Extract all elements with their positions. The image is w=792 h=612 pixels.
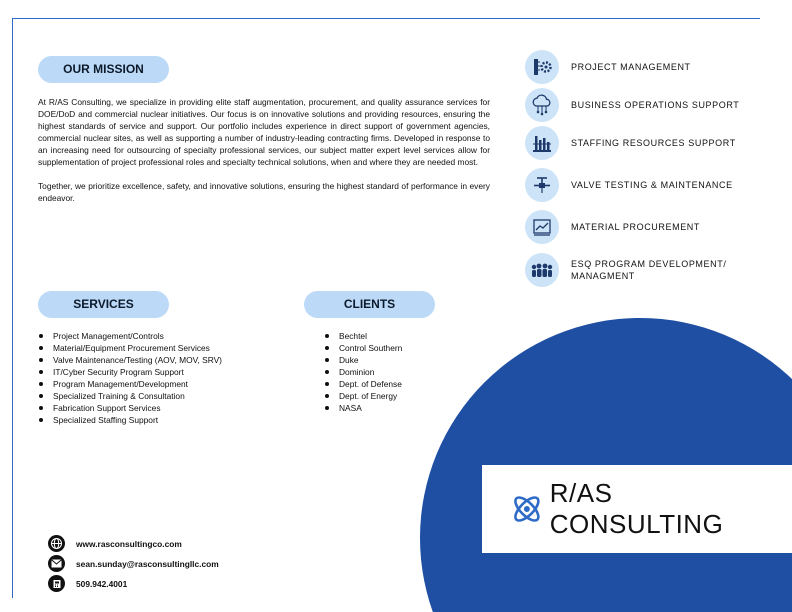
- mission-heading: OUR MISSION: [38, 56, 169, 83]
- contact-phone[interactable]: [48, 575, 127, 592]
- chart-document-icon: [525, 210, 559, 244]
- service-label: ESQ PROGRAM DEVELOPMENT/ MANAGMENT: [571, 259, 727, 281]
- clients-item: Dept. of Defense: [324, 378, 402, 390]
- mission-paragraph-2: Together, we prioritize excellence, safety, and innovative solutions, ensuring the highest standard of performance in every endeavor.: [38, 181, 490, 203]
- services-item: Material/Equipment Procurement Services: [38, 342, 222, 354]
- clients-item: Duke: [324, 354, 402, 366]
- service-staffing-resources: [525, 126, 751, 160]
- phone-number[interactable]: 509.942.4001: [76, 578, 128, 589]
- clients-heading: CLIENTS: [304, 291, 435, 318]
- service-business-operations: [525, 88, 751, 122]
- services-item: IT/Cyber Security Program Support: [38, 366, 222, 378]
- services-item: Specialized Training & Consultation: [38, 390, 222, 402]
- website-link[interactable]: www.rasconsultingco.com: [76, 538, 182, 549]
- contact-email[interactable]: [48, 555, 219, 572]
- service-esq-program: [525, 253, 751, 287]
- industrial-plant-icon: [525, 126, 559, 160]
- clients-list: [324, 330, 402, 414]
- phone-icon: [48, 575, 65, 592]
- atom-icon: [510, 492, 544, 526]
- clients-item: Bechtel: [324, 330, 402, 342]
- clients-item: Control Southern: [324, 342, 402, 354]
- services-item: Program Management/Development: [38, 378, 222, 390]
- company-logo: [482, 465, 792, 553]
- contact-website[interactable]: [48, 535, 182, 552]
- frame-top-line: [12, 18, 760, 19]
- email-link[interactable]: sean.sunday@rasconsultingllc.com: [76, 558, 219, 569]
- service-valve-testing: [525, 168, 751, 202]
- gear-ruler-icon: [525, 50, 559, 84]
- clients-item: Dept. of Energy: [324, 390, 402, 402]
- service-label: STAFFING RESOURCES SUPPORT: [571, 138, 736, 148]
- clients-item: Dominion: [324, 366, 402, 378]
- clients-item: NASA: [324, 402, 402, 414]
- service-label: MATERIAL PROCUREMENT: [571, 222, 701, 232]
- cloud-network-icon: [525, 88, 559, 122]
- services-item: Fabrication Support Services: [38, 402, 222, 414]
- team-icon: [525, 253, 559, 287]
- mail-icon: [48, 555, 65, 572]
- services-list: [38, 330, 222, 426]
- services-item: Valve Maintenance/Testing (AOV, MOV, SRV): [38, 354, 222, 366]
- company-name: R/AS CONSULTING: [549, 478, 724, 539]
- valve-icon: [525, 168, 559, 202]
- services-heading: SERVICES: [38, 291, 169, 318]
- mission-paragraph-1: At R/AS Consulting, we specialize in providing elite staff augmentation, procurement, and quality assurance services for DOE/DoD and commercial nuclear initiatives. Our focus is on innovative solutions and providing resources, ensuring the highest standards of service and support. Our portfolio includes experience in direct support of government agencies, commercial nuclear sites, as well as supporting a number of industry-leading contracting firms. Developed in response to an increasing need for outsourcing of specialty professional services, our subject matter expert level services allow for supplementation of project professional roles and specialty technical solutions, when and where they are needed most.: [38, 97, 490, 167]
- service-material-procurement: [525, 210, 751, 244]
- service-label: VALVE TESTING & MAINTENANCE: [571, 180, 733, 190]
- service-label: PROJECT MANAGEMENT: [571, 62, 691, 72]
- service-project-management: [525, 50, 751, 84]
- services-item: Project Management/Controls: [38, 330, 222, 342]
- globe-icon: [48, 535, 65, 552]
- services-item: Specialized Staffing Support: [38, 414, 222, 426]
- frame-left-line: [12, 18, 13, 598]
- service-label: BUSINESS OPERATIONS SUPPORT: [571, 100, 740, 110]
- mission-text: [38, 96, 490, 204]
